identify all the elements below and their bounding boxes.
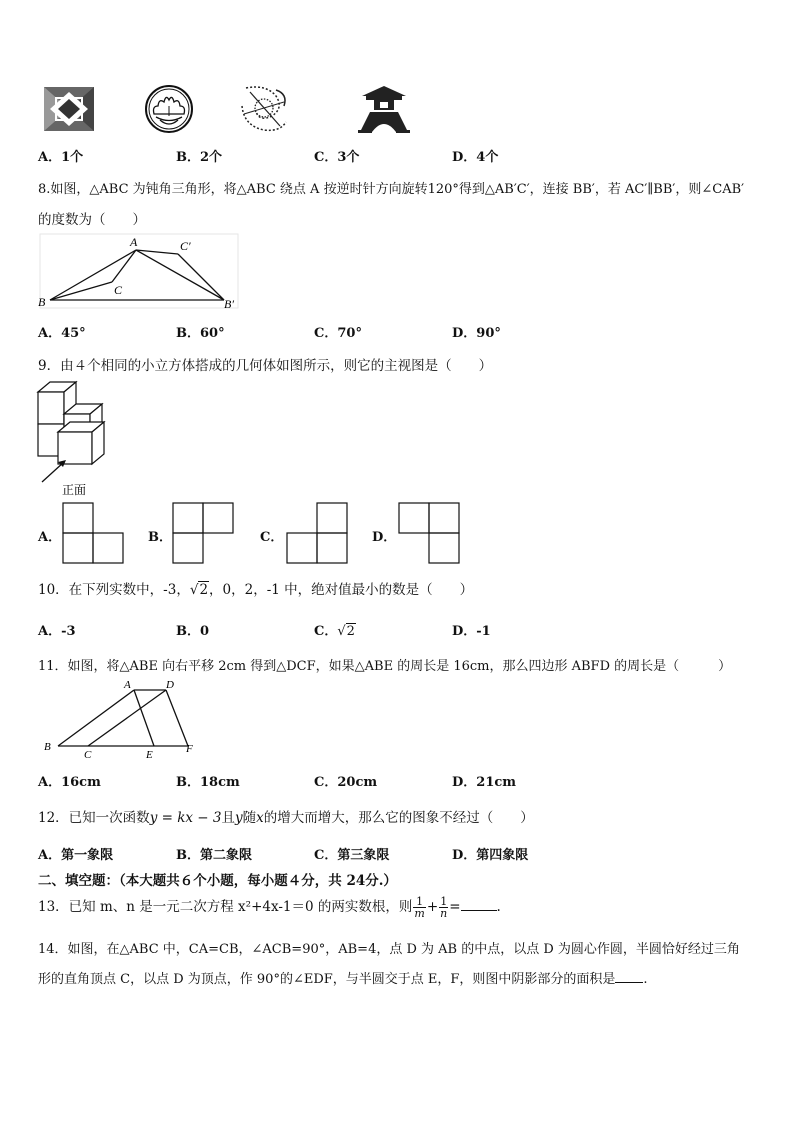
q8-option-d: D．90° (452, 326, 501, 341)
q14-stem-line-2 (38, 968, 648, 987)
label-c: C (114, 283, 123, 297)
q10-option-c (314, 620, 356, 639)
label-a: A (130, 235, 138, 249)
q7-option-a: A．1个 (38, 150, 84, 165)
q8-option-b: B．60° (176, 326, 225, 341)
q8-option-a: A．45° (38, 326, 86, 341)
segment-df (166, 690, 188, 746)
q7-figure-2 (142, 84, 196, 134)
label-c-prime: C′ (180, 239, 191, 253)
q10-stem-prefix: 10．在下列实数中，-3， (38, 582, 190, 598)
var-x: x (256, 810, 264, 826)
radicand: 2 (199, 582, 209, 598)
q10-stem-suffix: ，0，2，-1 中，绝对值最小的数是（ ） (209, 582, 474, 598)
q7-option-b: B．2个 (176, 150, 223, 165)
q10-option-b: B．0 (176, 624, 210, 639)
segment-cd (88, 690, 166, 746)
plus-sign: + (426, 899, 439, 915)
equals-sign: = (449, 899, 461, 915)
answer-blank[interactable] (615, 970, 643, 983)
radicand: 2 (346, 624, 355, 639)
fraction-numerator: 1 (440, 895, 448, 908)
segment-ab-prime (136, 250, 224, 300)
q7-option-d: D．4个 (452, 150, 499, 165)
q10-option-a: A．-3 (38, 624, 76, 639)
fraction-1-over-m (413, 896, 425, 919)
q9-option-b: B． (148, 530, 172, 545)
q12-option-d: D．第四象限 (452, 848, 529, 863)
fraction-denominator: m (414, 907, 425, 920)
segment-ba (50, 250, 136, 300)
fraction-1-over-n (439, 896, 448, 919)
q11-option-a: A．16cm (38, 775, 101, 790)
q8-triangle-figure (36, 232, 242, 312)
q12-option-b: B．第二象限 (176, 848, 252, 863)
gate-tower-icon (356, 84, 412, 134)
q12-stem (38, 806, 534, 826)
q7-figure-3 (236, 82, 292, 136)
q7-figure-4 (356, 84, 412, 134)
q8-stem-line-2: 的度数为（ ） (38, 212, 146, 228)
label-f: F (186, 743, 193, 755)
segment-c-prime-b-prime (178, 254, 224, 300)
label-d: D (166, 679, 174, 691)
q14-stem-line-2-text: 形的直角顶点 C，以点 D 为顶点，作 90°的∠EDF，与半圆交于点 E，F，则图中阴影部分的面积是 (38, 972, 616, 987)
q11-option-b: B．18cm (176, 775, 240, 790)
q11-option-d: D．21cm (452, 775, 517, 790)
q9-option-d-view (398, 502, 460, 564)
front-label: 正面 (62, 483, 87, 497)
section-2-title: 二、填空题：（本大题共６个小题，每小题４分，共 24分.） (38, 873, 397, 889)
q9-cubes-figure (36, 378, 118, 498)
pinwheel-square-icon (42, 86, 96, 132)
q9-option-c-view (286, 502, 348, 564)
q12-option-a: A．第一象限 (38, 848, 114, 863)
q9-option-d: D． (372, 530, 397, 545)
q10-option-c-label: C． (314, 624, 338, 639)
q13-end: . (496, 899, 501, 915)
q14-stem-line-1: 14．如图，在△ABC 中，CA=CB，∠ACB=90°，AB=4，点 D 为 AB 的中点，以点 D 为圆心作圆，半圆恰好经过三角 (38, 942, 740, 957)
label-e: E (146, 749, 153, 761)
q9-option-a-view (62, 502, 124, 564)
q10-stem (38, 578, 473, 598)
var-y: y (235, 810, 243, 826)
q7-figure-1 (42, 86, 96, 132)
fraction-numerator: 1 (413, 896, 425, 908)
q12-option-c: C．第三象限 (314, 848, 390, 863)
answer-blank[interactable] (461, 898, 497, 911)
round-flower-emblem-icon (142, 84, 196, 134)
linear-function-formula: y = kx − 3 (149, 810, 222, 826)
segment-bc (50, 282, 112, 300)
label-a: A (124, 679, 131, 691)
sqrt-2-expression: √2 (337, 624, 355, 639)
q9-option-a: A． (38, 530, 62, 545)
label-c: C (84, 749, 92, 761)
q13-stem (38, 894, 501, 920)
sqrt-2-expression: √2 (189, 582, 209, 598)
q12-stem-mid2: 随 (242, 810, 257, 826)
q10-option-d: D．-1 (452, 624, 491, 639)
segment-ba (58, 690, 134, 746)
q9-option-c: C． (260, 530, 284, 545)
label-b: B (44, 741, 51, 753)
label-b-prime: B′ (224, 297, 234, 311)
q13-stem-prefix: 13．已知 m、n 是一元二次方程 x²+4x-1＝0 的两实数根，则 (38, 899, 413, 915)
q8-stem-line-1: 8.如图，△ABC 为钝角三角形，将△ABC 绕点 A 按逆时针方向旋转120°得到△AB′C′，连接 BB′，若 AC′∥BB′，则∠CAB′ (38, 182, 745, 197)
label-b: B (38, 295, 46, 309)
q7-option-c: C．3个 (314, 150, 360, 165)
q12-stem-prefix: 12．已知一次函数 (38, 810, 150, 826)
q11-translation-figure (40, 678, 200, 764)
q12-stem-suffix: 的增大而增大，那么它的图象不经过（ ） (263, 810, 534, 826)
segment-ca (112, 250, 136, 282)
q8-option-c: C．70° (314, 326, 362, 341)
q14-end: . (643, 972, 648, 987)
q11-stem: 11．如图，将△ABE 向右平移 2cm 得到△DCF，如果△ABE 的周长是 16cm，那么四边形 ABFD 的周长是（ ） (38, 659, 732, 674)
dotted-spiral-icon (236, 82, 292, 136)
fraction-denominator: n (440, 907, 448, 920)
q11-option-c: C．20cm (314, 775, 378, 790)
q12-stem-mid1: 且 (221, 810, 235, 826)
q9-stem: 9．由４个相同的小立方体搭成的几何体如图所示，则它的主视图是（ ） (38, 358, 493, 374)
q9-option-b-view (172, 502, 234, 564)
segment-ae (134, 690, 154, 746)
